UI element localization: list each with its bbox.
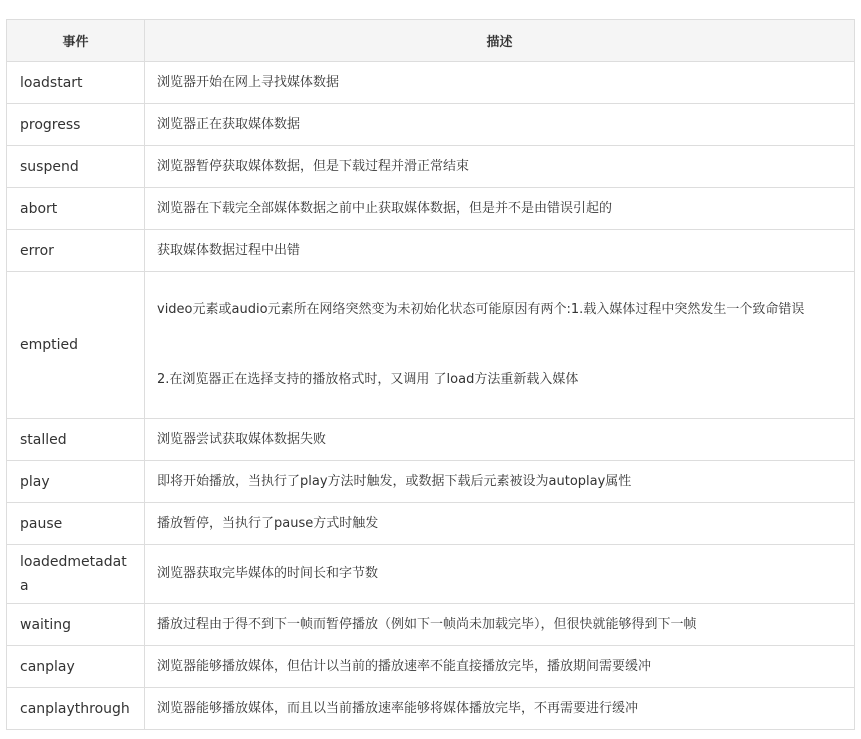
table-row — [7, 503, 855, 545]
event-name: loadstart — [7, 62, 145, 104]
event-name: stalled — [7, 419, 145, 461]
event-description: 获取媒体数据过程中出错 — [145, 230, 855, 272]
table-row — [7, 545, 855, 604]
table-row — [7, 461, 855, 503]
event-name: play — [7, 461, 145, 503]
event-description: 播放过程由于得不到下一帧而暂停播放（例如下一帧尚未加载完毕），但很快就能够得到下一帧 — [145, 604, 855, 646]
event-name: canplaythrough — [7, 688, 145, 730]
event-description: 浏览器能够播放媒体，而且以当前播放速率能够将媒体播放完毕，不再需要进行缓冲 — [145, 688, 855, 730]
event-name: progress — [7, 104, 145, 146]
header-description: 描述 — [145, 20, 855, 62]
table-row — [7, 104, 855, 146]
table-row — [7, 688, 855, 730]
table-row — [7, 188, 855, 230]
description-paragraph-2: 2.在浏览器正在选择支持的播放格式时，又调用 了load方法重新载入媒体 — [157, 372, 579, 387]
header-event: 事件 — [7, 20, 145, 62]
event-description: 浏览器正在获取媒体数据 — [145, 104, 855, 146]
table-row — [7, 62, 855, 104]
event-name: waiting — [7, 604, 145, 646]
description-paragraph-1: video元素或audio元素所在网络突然变为未初始化状态可能原因有两个:1.载入媒体过程中突然发生一个致命错误 — [157, 302, 805, 317]
event-description: 即将开始播放，当执行了play方法时触发，或数据下载后元素被设为autoplay属性 — [145, 461, 855, 503]
event-description: 浏览器能够播放媒体，但估计以当前的播放速率不能直接播放完毕，播放期间需要缓冲 — [145, 646, 855, 688]
event-name: loadedmetadata — [7, 545, 145, 604]
event-description: 浏览器暂停获取媒体数据，但是下载过程并滑正常结束 — [145, 146, 855, 188]
event-description: 浏览器尝试获取媒体数据失败 — [145, 419, 855, 461]
table-row — [7, 604, 855, 646]
media-events-table — [6, 19, 855, 730]
event-name: pause — [7, 503, 145, 545]
event-name: emptied — [7, 272, 145, 419]
event-description: 浏览器开始在网上寻找媒体数据 — [145, 62, 855, 104]
event-name: error — [7, 230, 145, 272]
event-description — [145, 272, 855, 419]
table-row — [7, 272, 855, 419]
event-description: 播放暂停，当执行了pause方式时触发 — [145, 503, 855, 545]
event-description: 浏览器获取完毕媒体的时间长和字节数 — [145, 545, 855, 604]
event-name: abort — [7, 188, 145, 230]
event-name: suspend — [7, 146, 145, 188]
event-description: 浏览器在下载完全部媒体数据之前中止获取媒体数据，但是并不是由错误引起的 — [145, 188, 855, 230]
table-row — [7, 419, 855, 461]
table-row — [7, 646, 855, 688]
table-row — [7, 146, 855, 188]
event-name: canplay — [7, 646, 145, 688]
table-row — [7, 230, 855, 272]
table-header-row — [7, 20, 855, 62]
